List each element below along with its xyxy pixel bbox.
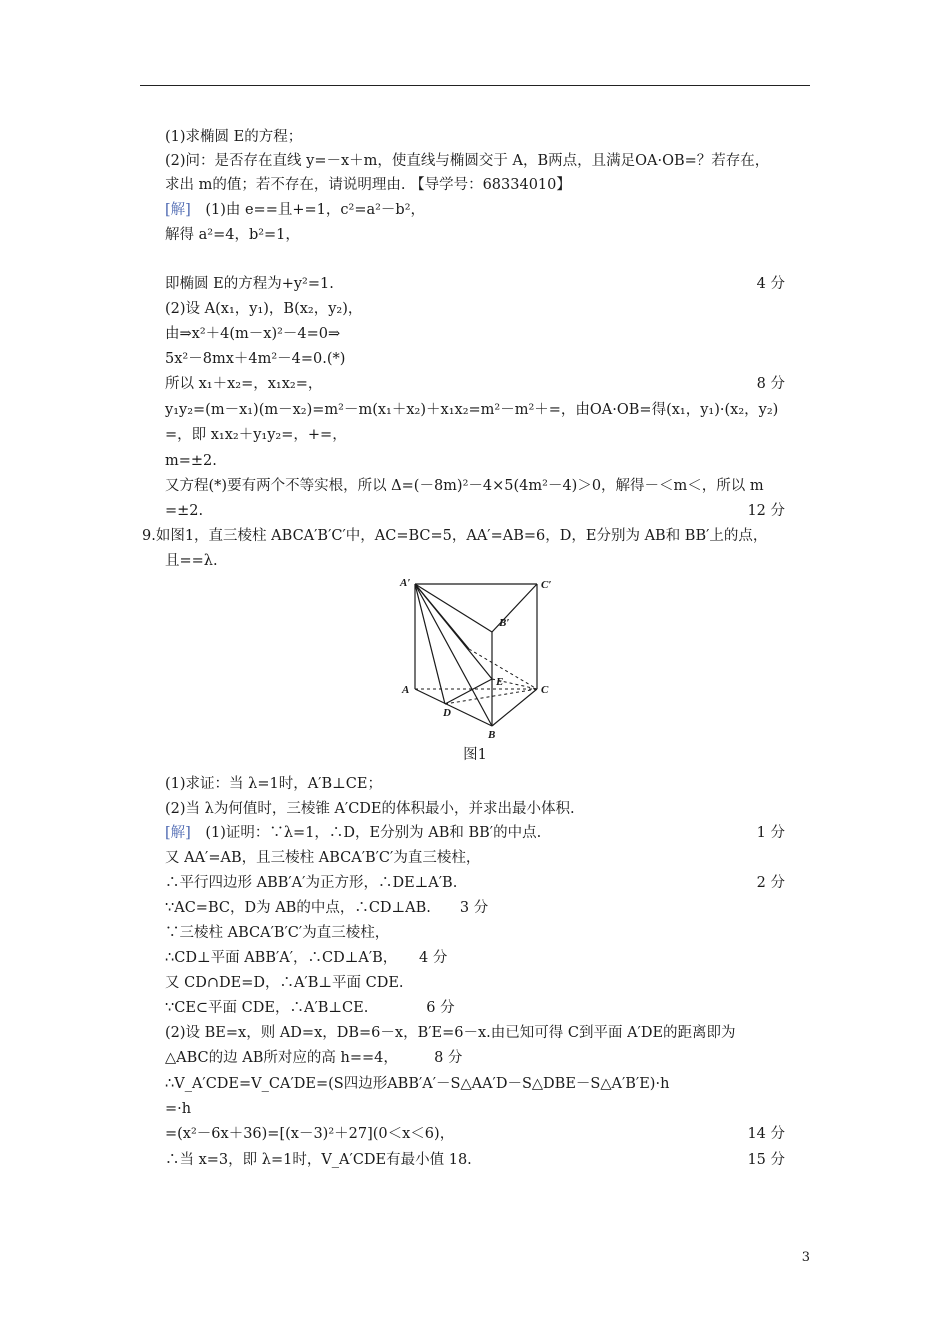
line-text: =(x²－6x＋36)=[(x－3)²＋27](0＜x＜6)，	[165, 1126, 455, 1142]
line-text: ∴平行四边形 ABB′A′为正方形，∴DE⊥A′B.	[165, 875, 458, 891]
text-line	[165, 476, 764, 496]
line-text: 又 CD∩DE=D，∴A′B⊥平面 CDE.	[165, 975, 404, 991]
score-mark: 2 分	[756, 875, 785, 891]
score-mark: 14 分	[747, 1126, 785, 1142]
line-text: 解得 a²=4，b²=1，	[165, 227, 300, 243]
solution-tag: [解]	[165, 825, 191, 841]
line-text: ∵CE⊂平面 CDE，∴A′B⊥CE. 6 分	[165, 1000, 455, 1016]
edge-a1-b	[415, 584, 492, 726]
text-line	[165, 1023, 736, 1043]
text-line	[165, 898, 488, 918]
text-line	[165, 873, 457, 893]
text-line	[165, 175, 571, 195]
text-line	[165, 374, 322, 394]
line-text: =±2.	[165, 503, 204, 519]
solution-tag: [解]	[165, 202, 191, 218]
score-mark: 1 分	[756, 825, 785, 841]
line-text: (2)设 BE=x，则 AD=x，DB=6－x，B′E=6－x.由已知可得 C到平面 A′DE的距离即为	[165, 1025, 736, 1041]
line-text: m=±2.	[165, 453, 217, 469]
line-text: 5x²－8mx＋4m²－4=0.(*)	[165, 351, 346, 367]
line-text: (2)问：是否存在直线 y=－x＋m，使直线与椭圆交于 A，B两点，且满足OA·OB=？若存在，	[165, 153, 770, 169]
text-line	[165, 425, 347, 445]
text-line	[165, 1048, 462, 1068]
text-line	[165, 551, 218, 571]
edge-a-b	[415, 689, 492, 726]
score-mark: 8 分	[756, 376, 785, 392]
line-text: ∵三棱柱 ABCA′B′C′为直三棱柱，	[165, 925, 390, 941]
text-line	[142, 526, 767, 546]
score-mark: 12 分	[747, 503, 785, 519]
edge-b-c	[492, 689, 537, 726]
header-rule	[140, 85, 810, 86]
line-text: ∴当 x=3，即 λ=1时，V_A′CDE有最小值 18.	[165, 1152, 472, 1168]
line-text: (1)求椭圆 E的方程；	[165, 129, 303, 145]
line-text: 由⇒x²＋4(m－x)²－4=0⇒	[165, 326, 341, 342]
text-line	[165, 225, 300, 245]
line-text: 9.如图1，直三棱柱 ABCA′B′C′中，AC=BC=5，AA′=AB=6，D，E分别为 AB和 BB′上的点，	[142, 528, 768, 544]
label-b1: B′	[499, 617, 510, 629]
text-line	[165, 923, 389, 943]
page-number: 3	[801, 1250, 810, 1265]
line-text: 又 AA′=AB，且三棱柱 ABCA′B′C′为直三棱柱，	[165, 850, 481, 866]
label-d: D	[443, 707, 451, 719]
line-text: 所以 x₁＋x₂=，x₁x₂=，	[165, 376, 323, 392]
text-line	[165, 274, 334, 294]
line-text: y₁y₂=(m－x₁)(m－x₂)=m²－m(x₁＋x₂)＋x₁x₂=m²－m²＋=，由OA·OB=得(x₁，y₁)·(x₂，y₂)	[165, 402, 779, 418]
line-text: (2)设 A(x₁，y₁)，B(x₂，y₂)，	[165, 301, 363, 317]
text-line	[165, 127, 302, 147]
line-text: 又方程(*)要有两个不等实根，所以 Δ=(－8m)²－4×5(4m²－4)＞0，解得－＜m＜，所以 m	[165, 478, 764, 494]
line-text: △ABC的边 AB所对应的高 h==4， 8 分	[165, 1050, 463, 1066]
label-a: A	[402, 684, 410, 696]
text-line	[165, 774, 382, 794]
line-text: 图1	[463, 747, 487, 763]
text-line	[165, 799, 575, 819]
line-text: (1)由 e==且+=1，c²=a²－b²，	[190, 202, 426, 218]
prism-figure	[397, 574, 587, 744]
label-a1: A′	[400, 577, 411, 589]
line-text: (2)当 λ为何值时，三棱锥 A′CDE的体积最小，并求出最小体积.	[165, 801, 575, 817]
text-line	[165, 324, 340, 344]
text-line	[165, 1099, 191, 1119]
label-e: E	[496, 676, 504, 688]
line-text: 求出 m的值；若不存在，请说明理由. 【导学号：68334010】	[165, 177, 571, 193]
text-line	[165, 1074, 669, 1094]
text-line	[165, 848, 480, 868]
label-c1: C′	[541, 579, 552, 591]
line-text: 即椭圆 E的方程为+y²=1.	[165, 276, 334, 292]
text-line	[165, 1150, 472, 1170]
line-text: ∵AC=BC，D为 AB的中点，∴CD⊥AB. 3 分	[165, 900, 489, 916]
text-line	[165, 998, 455, 1018]
text-line	[165, 451, 217, 471]
figure-caption	[0, 745, 950, 765]
line-text: ∴V_A′CDE=V_CA′DE=(S四边形ABB′A′－S△AA′D－S△DBE－S△A′B′E)·h	[165, 1076, 670, 1092]
text-line	[165, 400, 778, 420]
label-b: B	[488, 729, 496, 741]
label-c: C	[541, 684, 549, 696]
text-line	[165, 1124, 454, 1144]
text-line	[165, 349, 345, 369]
edge-a1-b1	[415, 584, 492, 632]
line-text: (1)求证：当 λ=1时，A′B⊥CE；	[165, 776, 382, 792]
text-line	[165, 501, 203, 521]
text-line	[165, 151, 769, 171]
line-text: =，即 x₁x₂＋y₁y₂=，+=，	[165, 427, 347, 443]
text-line	[165, 973, 404, 993]
text-line	[165, 823, 541, 843]
line-text: 且==λ.	[165, 553, 218, 569]
line-text: =·h	[165, 1101, 192, 1117]
text-line	[165, 299, 362, 319]
score-mark: 4 分	[756, 276, 785, 292]
line-text: (1)证明：∵λ=1，∴D，E分别为 AB和 BB′的中点.	[190, 825, 542, 841]
text-line	[165, 200, 425, 220]
line-text: ∴CD⊥平面 ABB′A′，∴CD⊥A′B， 4 分	[165, 950, 448, 966]
score-mark: 15 分	[747, 1152, 785, 1168]
text-line	[165, 948, 447, 968]
